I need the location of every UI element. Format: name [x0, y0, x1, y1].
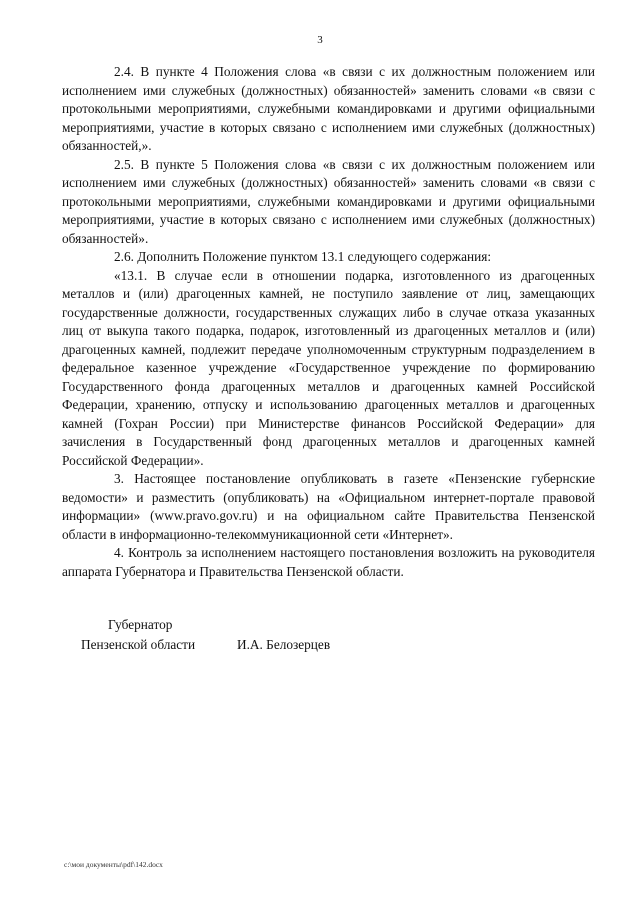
paragraph-3: 3. Настоящее постановление опубликовать в газете «Пензенские губернские ведомости» и разместить (опубликовать) на «Официальном интернет-портале правовой информации» (www.pravo.gov.ru) и на официальном сайте Правительства Пензенской области в информационно-телекоммуникационной сети «Интернет». [62, 471, 595, 542]
signature-name: И.А. Белозерцев [237, 637, 331, 652]
paragraph-4: 4. Контроль за исполнением настоящего постановления возложить на руководителя аппарата Губернатора и Правительства Пензенской области. [62, 545, 595, 579]
signature-region: Пензенской области [81, 637, 196, 652]
paragraph-13-1: «13.1. В случае если в отношении подарка, изготовленного из драгоценных металлов и (или) драгоценных камней, не поступило заявление от лиц, замещающих государственные должности, государственных служащих либо в случае отказа указанных лиц от выкупа такого подарка, подарок, изготовленный из драгоценных металлов и (или) драгоценных камней, подлежит передаче уполномоченным структурным подразделением в федеральное казенное учреждение «Государственное учреждение по формированию Государственного фонда драгоценных металлов и драгоценных камней Российской Федерации, хранению, отпуску и использованию драгоценных металлов и драгоценных камней (Гохран России) при Министерстве финансов Российской Федерации» для зачисления в Государственный фонд драгоценных металлов и драгоценных камней Российской Федерации». [62, 267, 595, 468]
paragraph-2-6: 2.6. Дополнить Положение пунктом 13.1 следующего содержания: [114, 249, 492, 264]
document-body [62, 63, 595, 581]
paragraph-2-4: 2.4. В пункте 4 Положения слова «в связи с их должностным положением или исполнением ими служебных (должностных) обязанностей» заменить словами «в связи с протокольными мероприятиями, служебными командировками и другими официальными мероприятиями, участие в которых связано с исполнением ими служебных (должностных) обязанностей,». [62, 64, 595, 153]
paragraph-2-5: 2.5. В пункте 5 Положения слова «в связи с их должностным положением или исполнением ими служебных (должностных) обязанностей» заменить словами «в связи с протокольными мероприятиями, служебными командировками и другими официальными мероприятиями, участие в которых связано с исполнением ими служебных (должностных) обязанностей». [62, 156, 595, 246]
footer-file-path: c:\мои документы\pdf\142.docx [64, 860, 163, 869]
signature-title: Губернатор [108, 617, 173, 632]
page-number: 3 [317, 34, 323, 46]
